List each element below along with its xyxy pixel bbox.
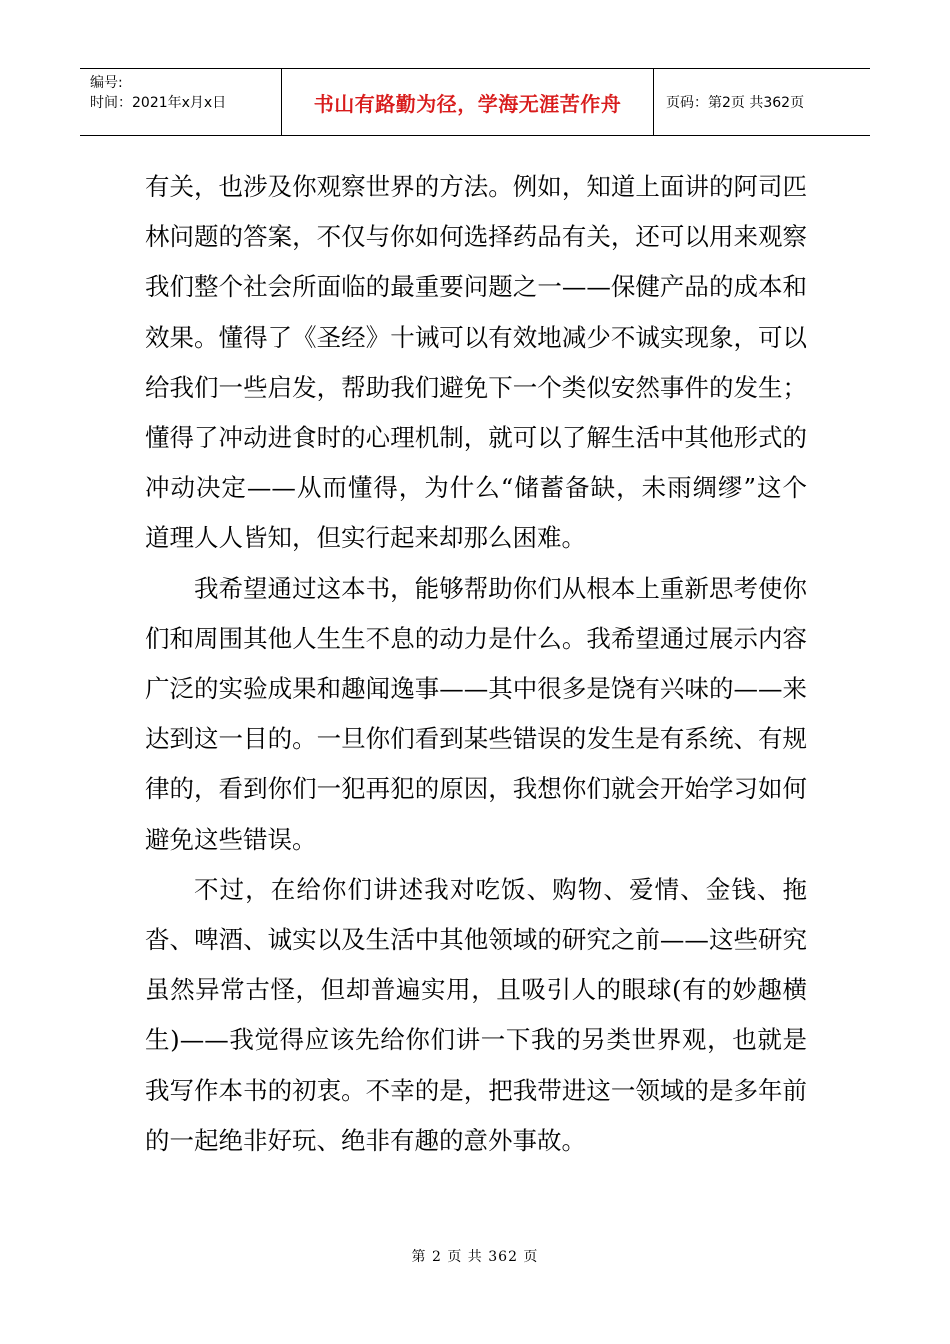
date-label: 时间：2021年x月x日 bbox=[90, 95, 227, 111]
paragraph-2: 我希望通过这本书，能够帮助你们从根本上重新思考使你们和周围其他人生生不息的动力是什么。我希望通过展示内容广泛的实验成果和趣闻逸事——其中很多是饶有兴味的——来达到这一目的。一旦你们看到某些错误的发生是有系统、有规律的，看到你们一犯再犯的原因，我想你们就会开始学习如何避免这些错误。 bbox=[145, 573, 807, 854]
document-header bbox=[80, 68, 870, 136]
header-motto-cell bbox=[282, 69, 654, 135]
serial-label: 编号: bbox=[90, 75, 123, 91]
page-footer: 第 2 页 共 362 页 bbox=[411, 1249, 539, 1265]
body-text bbox=[145, 162, 807, 1166]
paragraph-1: 有关，也涉及你观察世界的方法。例如，知道上面讲的阿司匹林问题的答案，不仅与你如何选择药品有关，还可以用来观察我们整个社会所面临的最重要问题之一——保健产品的成本和效果。懂得了《圣经》十诫可以有效地减少不诚实现象，可以给我们一些启发，帮助我们避免下一个类似安然事件的发生；懂得了冲动进食时的心理机制，就可以了解生活中其他形式的冲动决定——从而懂得，为什么“储蓄备缺，未雨绸缪”这个道理人人皆知，但实行起来却那么困难。 bbox=[145, 172, 807, 553]
header-motto: 书山有路勤为径，学海无涯苦作舟 bbox=[313, 91, 622, 116]
header-meta-cell bbox=[80, 69, 282, 135]
header-page-info: 页码：第2页 共362页 bbox=[666, 95, 805, 111]
header-page-cell bbox=[654, 69, 870, 135]
paragraph-3: 不过，在给你们讲述我对吃饭、购物、爱情、金钱、拖沓、啤酒、诚实以及生活中其他领域的研究之前——这些研究虽然异常古怪，但却普遍实用，且吸引人的眼球(有的妙趣横生)——我觉得应该先给你们讲一下我的另类世界观，也就是我写作本书的初衷。不幸的是，把我带进这一领域的是多年前的一起绝非好玩、绝非有趣的意外事故。 bbox=[145, 874, 807, 1155]
